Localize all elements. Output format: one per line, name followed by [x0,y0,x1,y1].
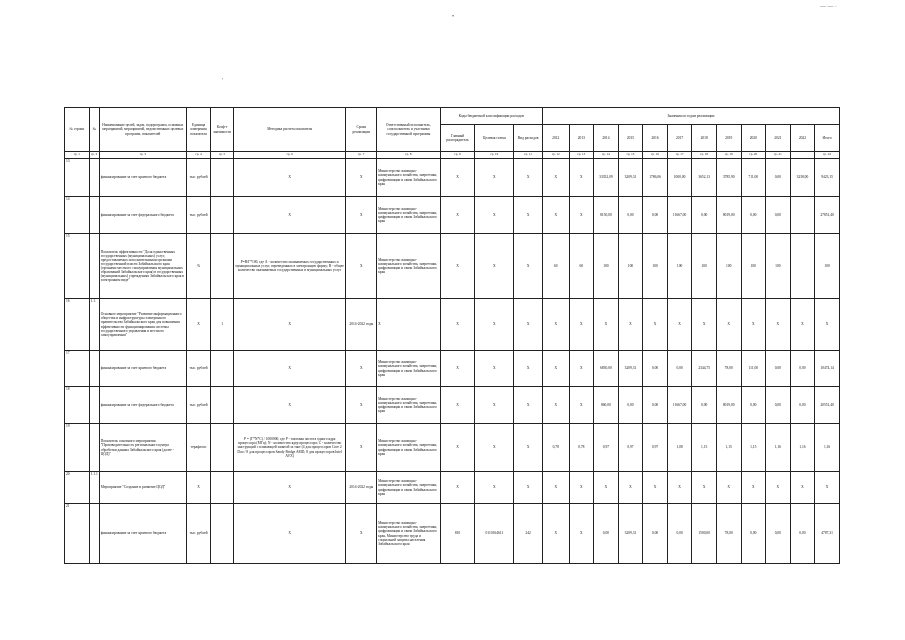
col-number: гр. 6 [233,152,346,159]
year-value-cell: 1,15 [741,424,766,472]
vid-cell: Х [514,299,543,351]
total-value-cell: 20551,40 [815,387,840,424]
total-value-cell: Х [815,472,840,504]
year-value-cell: 1,15 [716,424,741,472]
col-number: гр. 17 [667,152,692,159]
coef-cell [211,197,234,234]
year-value-cell [790,197,815,234]
row-number-cell: 16 [65,299,90,351]
responsible-cell: Министерство жилищно-коммунального хозяйства, энергетики, цифровизации и связи Забайкальского края [377,351,440,387]
responsible-cell: Х [377,299,440,351]
page-dot-mark: • [452,14,455,20]
year-value-cell: 60 [542,234,569,299]
unit-cell: Х [186,472,211,504]
target-cell: Х [475,234,514,299]
method-cell: Х [233,504,346,564]
total-value-cell: Х [815,299,840,351]
unit-cell: тыс. рублей [186,504,211,564]
name-cell: Основное мероприятие "Развитие информационного общества и инфраструктуры электронного правительства Забайкальского края для повышения эффективности функционирования системы государственного управления и местного самоуправления" [99,299,186,351]
term-cell: Х [346,351,377,387]
glav-cell: Х [440,351,475,387]
header-responsible: Ответственный исполнитель, соисполнитель и участники государственной программы [377,108,440,152]
year-value-cell: 0,00 [667,351,692,387]
table-row [65,504,840,564]
coef-cell [211,472,234,504]
year-value-cell: Х [569,351,594,387]
year-value-cell [790,234,815,299]
row-number-cell: 21 [65,504,90,564]
year-value-cell: Х [716,472,741,504]
glav-cell: Х [440,387,475,424]
page-corner-mark: — — · [820,4,837,10]
year-value-cell: Х [542,197,569,234]
item-number-cell: 1.1.1. [89,472,99,504]
term-cell: Х [346,424,377,472]
year-value-cell: 0,97 [643,424,668,472]
year-value-cell: Х [569,159,594,197]
name-cell: Показатель эффективности "Доля единственных государственных (муниципальных) услуг, предоставляемых исполнительными органами государственной власти Забайкальского края (органами местного самоуправления муниципальных образований Забайкальского края) в государственных (муниципальных) учреждениях Забайкальского края в электронном виде" [99,234,186,299]
target-cell: Х [475,351,514,387]
responsible-cell: Министерство жилищно-коммунального хозяйства, энергетики, цифровизации и связи Забайкальского края [377,424,440,472]
year-value-cell: 33352,09 [594,159,619,197]
header-year: 2018 [692,125,717,152]
responsible-cell: Министерство жилищно-коммунального хозяйства, энергетики, цифровизации и связи Забайкальского края [377,234,440,299]
year-value-cell: 0,78 [542,424,569,472]
header-budget-codes: Коды бюджетной классификации расходов [440,108,542,125]
col-number: гр. 10 [475,152,514,159]
item-number-cell [89,197,99,234]
term-cell: Х [346,234,377,299]
year-value-cell: 100 [766,234,791,299]
header-year: 2017 [667,125,692,152]
coef-cell [211,159,234,197]
header-year: 2015 [618,125,643,152]
responsible-cell: Министерство жилищно-коммунального хозяйства, энергетики, цифровизации и связи Забайкальского края [377,159,440,197]
target-cell: 0110164611 [475,504,514,564]
total-value-cell: 27851,40 [815,197,840,234]
method-cell: Р = (Г*N*С) / 1000000, где Р - тактовая частота одного ядра процессора (МГц); N - количество ядер процессора; С - количество инструкций с плавающей запятой за такт (4 для процессоров Core 2 Duo / 8 для процессоров Sandy Bridge AMD, 8 для процессоров Intel AVX) [233,424,346,472]
year-value-cell: 100 [716,234,741,299]
vid-cell: Х [514,159,543,197]
glav-cell: Х [440,299,475,351]
year-value-cell: 0,00 [790,504,815,564]
item-number-cell [89,234,99,299]
header-row-no: № строки [65,108,90,152]
header-term: Сроки реализации [346,108,377,152]
year-value-cell: Х [542,472,569,504]
year-value-cell: 0,00 [766,197,791,234]
year-value-cell: 8150,00 [594,197,619,234]
total-value-cell: 9423,15 [815,159,840,197]
year-value-cell: 100 [692,234,717,299]
col-number: гр. 9 [440,152,475,159]
row-number-cell: 20 [65,472,90,504]
total-value-cell: 1,16 [815,424,840,472]
year-value-cell: Х [542,299,569,351]
coef-cell [211,234,234,299]
year-value-cell: 111,00 [741,351,766,387]
year-value-cell: 8019,00 [716,197,741,234]
year-value-cell: 0,00 [766,504,791,564]
year-value-cell: 0,00 [790,387,815,424]
name-cell: финансирование за счет краевого бюджета [99,351,186,387]
unit-cell: тыс. рублей [186,159,211,197]
responsible-cell: Министерство жилищно-коммунального хозяйства, энергетики, цифровизации и связи Забайкальского края [377,197,440,234]
year-value-cell: Х [594,299,619,351]
year-value-cell: 6830,00 [594,351,619,387]
year-value-cell: 8019,00 [716,387,741,424]
item-number-cell [89,424,99,472]
method-cell: Х [233,472,346,504]
header-no: № [89,108,99,152]
col-number: гр. 1 [65,152,90,159]
unit-cell: % [186,234,211,299]
year-value-cell: 78,00 [716,351,741,387]
year-value-cell: 0,00 [618,197,643,234]
year-value-cell: 0,00 [643,504,668,564]
vid-cell: 242 [514,504,543,564]
year-value-cell: Х [542,351,569,387]
col-number: гр. 4 [186,152,211,159]
year-value-cell: Х [569,299,594,351]
header-total: Итого [815,125,840,152]
year-value-cell: 3209,31 [618,351,643,387]
year-value-cell: Х [569,504,594,564]
year-value-cell: Х [618,472,643,504]
row-number-cell: 18 [65,387,90,424]
table-body [65,159,840,564]
coef-cell: 1 [211,299,234,351]
table-row [65,387,840,424]
col-number: гр. 20 [741,152,766,159]
unit-cell: Х [186,299,211,351]
col-number: гр. 15 [618,152,643,159]
method-cell: Х [233,197,346,234]
responsible-cell: Министерство жилищно-коммунального хозяйства, энергетики, цифровизации и связи Забайкальского края [377,472,440,504]
year-value-cell: 0,00 [643,387,668,424]
col-number: гр. 2 [89,152,99,159]
row-number-cell: 17 [65,351,90,387]
col-number: гр. 22 [815,152,840,159]
item-number-cell [89,504,99,564]
term-cell: Х [346,504,377,564]
year-value-cell: 78,00 [716,504,741,564]
coef-cell [211,351,234,387]
name-cell: финансирование за счет краевого бюджета [99,504,186,564]
year-value-cell: 0,00 [741,504,766,564]
header-year: 2012 [542,125,569,152]
col-number: гр. 14 [594,152,619,159]
year-value-cell: 0,00 [643,197,668,234]
method-cell: Х [233,299,346,351]
year-value-cell: Х [542,159,569,197]
total-value-cell: 10474,14 [815,351,840,387]
header-year: 2021 [766,125,791,152]
item-number-cell [89,351,99,387]
year-value-cell: 3238,00 [790,159,815,197]
header-coef: Коэф-т значимости [211,108,234,152]
header-year: 2016 [643,125,668,152]
target-cell: Х [475,159,514,197]
year-value-cell: Х [569,472,594,504]
year-value-cell: 11667,00 [667,197,692,234]
method-cell: Х [233,351,346,387]
item-number-cell [89,159,99,197]
row-number-cell: 15 [65,234,90,299]
method-cell: Х [233,159,346,197]
vid-cell: Х [514,351,543,387]
year-value-cell: 1786,06 [643,159,668,197]
year-value-cell: Х [594,472,619,504]
year-value-cell: 2344,75 [692,351,717,387]
year-value-cell: 100 [643,234,668,299]
vid-cell: Х [514,472,543,504]
vid-cell: Х [514,424,543,472]
name-cell: финансирование за счет федерального бюджета [99,387,186,424]
header-method: Методика расчета показателя [233,108,346,152]
year-value-cell: Х [716,299,741,351]
term-cell: Х [346,197,377,234]
year-value-cell: Х [766,472,791,504]
term-cell: Х [346,387,377,424]
year-value-cell: Х [741,472,766,504]
unit-cell: терафлопс [186,424,211,472]
year-value-cell: 0,00 [667,504,692,564]
col-number: гр. 12 [542,152,569,159]
target-cell: Х [475,472,514,504]
coef-cell [211,424,234,472]
glav-cell: Х [440,234,475,299]
year-value-cell: 0,78 [569,424,594,472]
method-cell: Р=В/Г*100, где А - количество оказываемых государственных и муниципальных услуг, переведенных в электронную форму; В - общее количество оказываемых государственных и муниципальных услуг [233,234,346,299]
term-cell: 2014-2022 годы [346,472,377,504]
year-value-cell: 100 [741,234,766,299]
header-unit: Единица измерения показателя [186,108,211,152]
coef-cell [211,504,234,564]
col-number: гр. 8 [377,152,440,159]
year-value-cell: Х [569,387,594,424]
year-value-cell: 60 [569,234,594,299]
vid-cell: Х [514,234,543,299]
col-number: гр. 18 [692,152,717,159]
table-row [65,299,840,351]
year-value-cell: 3209,31 [618,504,643,564]
target-cell: Х [475,197,514,234]
total-value-cell: 4787,31 [815,504,840,564]
year-value-cell: Х [667,299,692,351]
year-value-cell: 0,00 [594,504,619,564]
row-number-cell: 14 [65,197,90,234]
year-value-cell: Х [790,299,815,351]
year-value-cell: 0,00 [741,197,766,234]
year-value-cell: 0,00 [766,351,791,387]
year-value-cell: Х [618,299,643,351]
year-value-cell: 1,16 [766,424,791,472]
glav-cell: 810 [440,504,475,564]
year-value-cell: 0,00 [766,159,791,197]
year-value-cell: 1500,00 [692,504,717,564]
year-value-cell: 860,00 [594,387,619,424]
term-cell: Х [346,159,377,197]
total-value-cell: 100 [815,234,840,299]
row-number-cell: 13 [65,159,90,197]
header-target: Целевая статья [475,125,514,152]
table-row [65,234,840,299]
year-value-cell: 3209,31 [618,159,643,197]
responsible-cell: Министерство жилищно-коммунального хозяйства, энергетики, цифровизации и связи Забайкальского края [377,387,440,424]
year-value-cell: Х [569,197,594,234]
glav-cell: Х [440,197,475,234]
year-value-cell: 0,00 [790,351,815,387]
year-value-cell: 100 [618,234,643,299]
year-value-cell: Х [790,472,815,504]
table-row [65,197,840,234]
program-indicators-table [64,107,840,564]
year-value-cell: 0,00 [741,387,766,424]
col-number [790,152,815,159]
item-number-cell: 1.1. [89,299,99,351]
year-value-cell: Х [692,472,717,504]
vid-cell: Х [514,197,543,234]
year-value-cell: 1,15 [692,424,717,472]
year-value-cell: 1,16 [790,424,815,472]
glav-cell: Х [440,159,475,197]
header-year: 2020 [741,125,766,152]
name-cell: Мероприятие "Создание и развитие ЦОД" [99,472,186,504]
vid-cell: Х [514,387,543,424]
col-number: гр. 16 [643,152,668,159]
year-value-cell: Х [766,299,791,351]
year-value-cell: Х [542,504,569,564]
name-cell: Показатель основного мероприятия "Производительность регионального центра обработки данных Забайкальского края (далее - ЦОД)" [99,424,186,472]
col-number: гр. 3 [99,152,186,159]
glav-cell: Х [440,424,475,472]
target-cell: Х [475,424,514,472]
header-vid: Вид расходов [514,125,543,152]
year-value-cell: 100 [667,234,692,299]
header-values-by-year: Значения по годам реализации [542,108,839,125]
col-number: гр. 11 [514,152,543,159]
year-value-cell: 0,00 [692,197,717,234]
header-year: 2014 [594,125,619,152]
year-value-cell: 0,97 [594,424,619,472]
year-value-cell: 711,00 [741,159,766,197]
unit-cell: тыс. рублей [186,351,211,387]
year-value-cell: Х [667,472,692,504]
name-cell: финансирование за счет федерального бюджета [99,197,186,234]
col-number: гр. 21 [766,152,791,159]
table-row [65,159,840,197]
header-year: 2019 [716,125,741,152]
col-number: гр. 7 [346,152,377,159]
year-value-cell: 3785,90 [716,159,741,197]
unit-cell: тыс. рублей [186,387,211,424]
glav-cell: Х [440,472,475,504]
year-value-cell: 11667,00 [667,387,692,424]
year-value-cell: Х [643,472,668,504]
table-row [65,424,840,472]
year-value-cell: 0,00 [618,387,643,424]
year-value-cell: Х [741,299,766,351]
year-value-cell: 3652,13 [692,159,717,197]
method-cell: Х [233,387,346,424]
unit-cell: тыс. рублей [186,197,211,234]
year-value-cell: 1000,00 [667,159,692,197]
target-cell: Х [475,387,514,424]
col-number: гр. 13 [569,152,594,159]
table-row [65,351,840,387]
year-value-cell: 100 [594,234,619,299]
term-cell: 2014-2022 годы [346,299,377,351]
year-value-cell: 1,08 [667,424,692,472]
responsible-cell: Министерство жилищно-коммунального хозяйства, энергетики, цифровизации и связи Забайкальского края, Министерство труда и социальной защиты населения Забайкальского края [377,504,440,564]
year-value-cell: Х [643,299,668,351]
header-glav: Главный распорядитель [440,125,475,152]
year-value-cell: 0,00 [766,387,791,424]
page-apostrophe-mark: ' [222,78,224,84]
year-value-cell: 0,00 [692,387,717,424]
year-value-cell: 0,00 [643,351,668,387]
year-value-cell: 0,97 [618,424,643,472]
target-cell: Х [475,299,514,351]
header-name: Наименование целей, задач, подпрограмм, основных мероприятий, мероприятий, ведомственных целевых программ, показателей [99,108,186,152]
col-number: гр. 19 [716,152,741,159]
year-value-cell: Х [692,299,717,351]
row-number-cell: 19 [65,424,90,472]
header-year: 2022 [790,125,815,152]
coef-cell [211,387,234,424]
year-value-cell: Х [542,387,569,424]
col-number: гр. 5 [211,152,234,159]
header-year: 2013 [569,125,594,152]
name-cell: финансирование за счет краевого бюджета [99,159,186,197]
table-row [65,472,840,504]
item-number-cell [89,387,99,424]
